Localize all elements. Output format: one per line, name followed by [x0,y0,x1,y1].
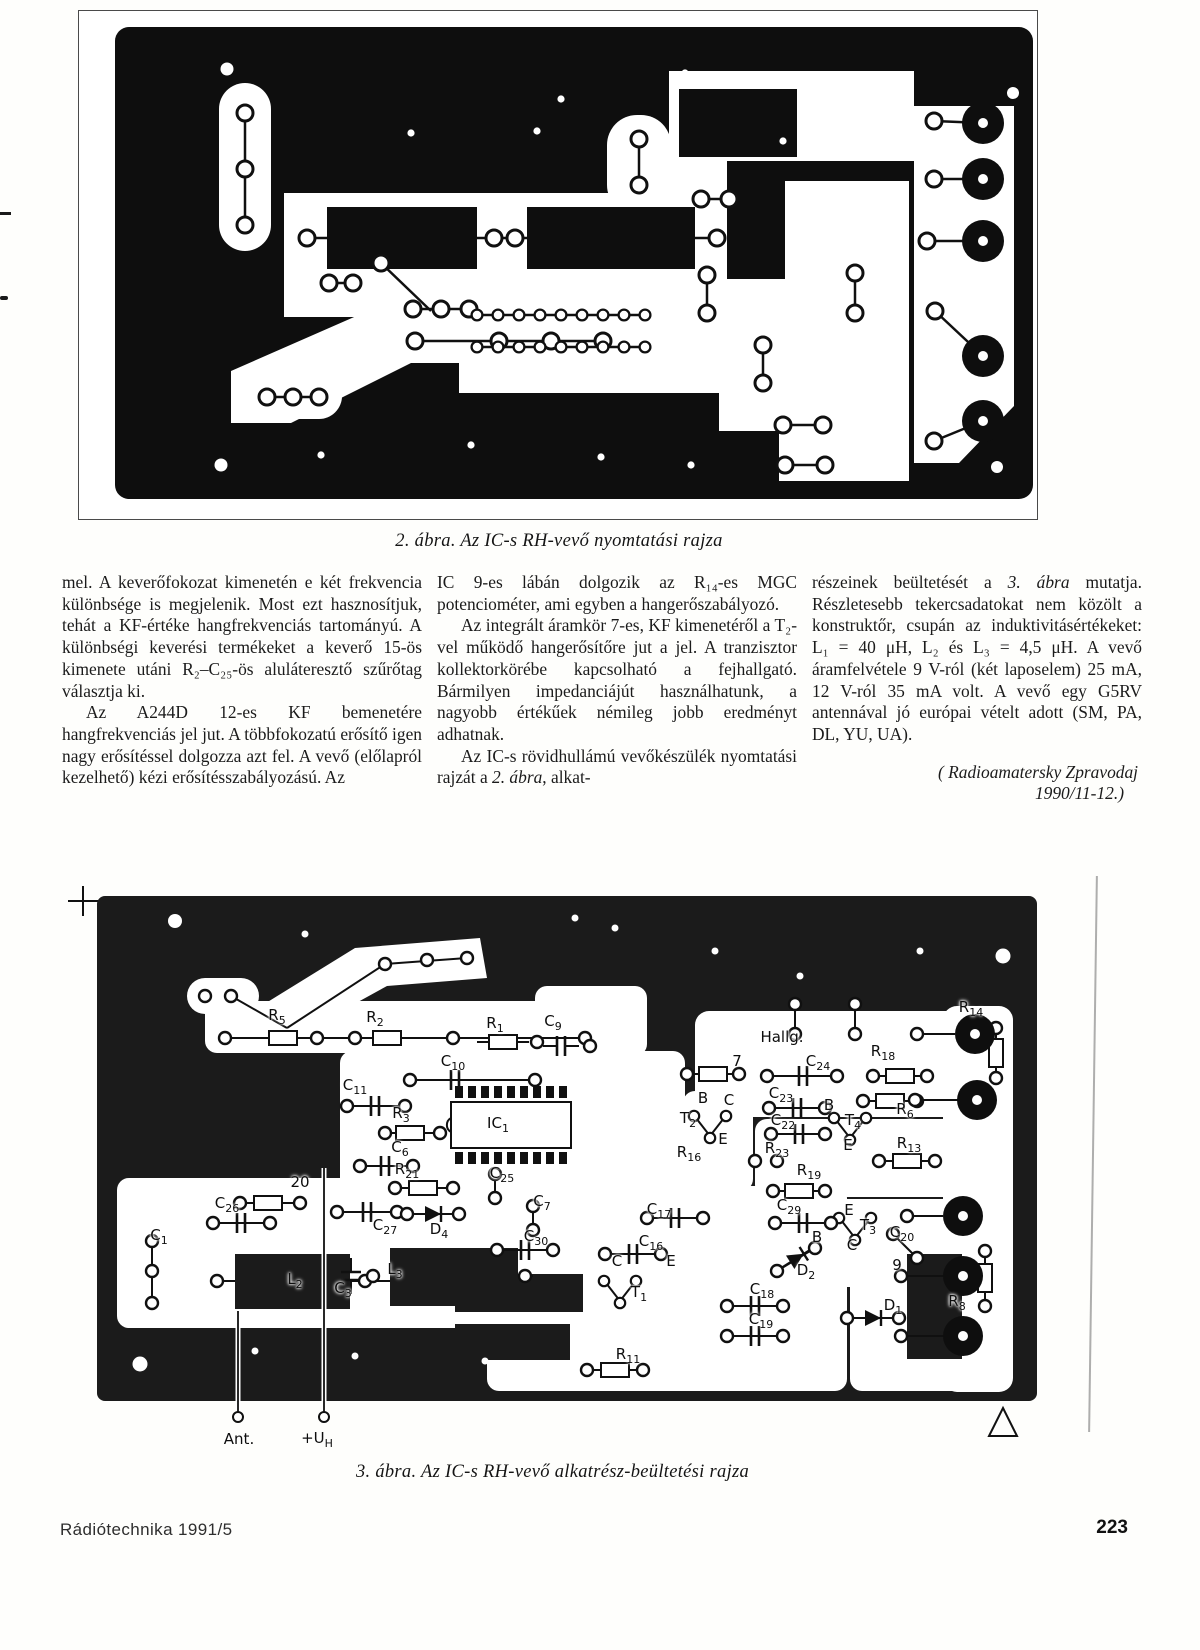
scan-mark [0,212,11,215]
component-label: B [697,1088,709,1107]
component-label: $R_{23}$ [764,1138,790,1160]
page-number: 223 [1096,1517,1128,1538]
component-label: $R_3$ [392,1103,410,1125]
figure2-caption: 2. ábra. Az IC-s RH-vevő nyomtatási rajza [395,531,723,551]
component-label: $D_2$ [796,1260,816,1282]
component-label: $C_{24}$ [805,1051,831,1073]
component-label: $R_{16}$ [676,1142,702,1164]
component-label: $R_6$ [896,1099,914,1121]
figure-reference: 2. ábra [492,767,543,788]
article-body [62,572,1142,805]
citation-line: 1990/11-12.) [1034,783,1124,804]
paragraph: Az integrált áramkör 7-es, KF kimenetéről a T₂-vel működő hangerősítőre jut a jel. A tranzisztor kollektorkörébe kapcsolható a fejhallgató. Bármilyen impedanciájút használhatunk, a nagyobb értékűek némileg jobb eredményt adhatnak. [437,615,797,744]
paragraph-text: Az IC-s rövidhullámú vevőkészülék nyomtatási rajzát a [437,745,797,788]
component-label: $C_7$ [533,1191,551,1213]
component-label: $R_{14}$ [958,997,984,1019]
component-label: C [723,1090,735,1109]
component-label: $R_8$ [948,1291,966,1313]
component-label: $R_{11}$ [615,1344,641,1366]
paragraph: mel. A keverőfokozat kimenetén e két frekvencia különbsége is megjelenik. Most ezt hasznosítjuk, tehát a KF-értéke hangfrekvenciás tartományú. A különbségi keverési termékeket a keverő 15-ös kimenete utáni R₂–C₂₅-ös aluláteresztő szűrőtag választja ki. [62,572,422,701]
component-label: $R_2$ [366,1007,384,1029]
component-label: Ant. [223,1429,255,1448]
pcb-trace-drawing [79,11,1036,518]
component-label: $C_{23}$ [768,1083,794,1105]
paragraph-text: , alkat- [542,767,591,788]
component-label: $T_3$ [859,1215,877,1237]
component-label: B [823,1095,835,1114]
component-label: $R_{13}$ [896,1133,922,1155]
article-column-1 [62,572,422,805]
component-label: $C_1$ [150,1225,168,1247]
component-label: E [844,1200,854,1219]
component-label: $C_6$ [391,1137,409,1159]
component-label: B [811,1227,823,1246]
component-label: $R_{18}$ [870,1041,896,1063]
component-label: E [843,1135,853,1154]
component-label: $C_{10}$ [440,1051,466,1073]
article-column-3 [812,572,1142,805]
component-label: $C_{16}$ [638,1231,664,1253]
scan-mark [0,296,8,300]
component-label: 9 [892,1255,902,1274]
component-label: $D_1$ [883,1295,903,1317]
figure3-labels [55,856,1140,1456]
component-label: E [718,1129,728,1148]
component-label: $R_{21}$ [394,1159,420,1181]
component-label: $R_5$ [268,1005,286,1027]
component-label: Hallg. [760,1027,804,1046]
component-label: $T_4$ [844,1110,862,1132]
component-label: $C_{30}$ [523,1226,549,1248]
component-label: $C_{27}$ [372,1215,398,1237]
figure3-component-layout [55,856,1140,1456]
article-column-2 [437,572,797,805]
component-label: $C_{20}$ [889,1222,915,1244]
component-label: C [611,1251,623,1270]
component-label: C [846,1235,858,1254]
component-label: $C_{19}$ [748,1309,774,1331]
journal-footer: Rádiótechnika 1991/5 [60,1520,233,1539]
paragraph: IC 9-es lábán dolgozik az R₁₄-es MGC potenciométer, ami egyben a hangerőszabályozó. [437,572,797,614]
paragraph: Az A244D 12-es KF bemenetére hangfrekvenciás jel jut. A többfokozatú erősítő igen nagy erősítéssel dolgozza azt fel. A vevő (előlapról kezelhető) kézi erősítésszabályozású. Az [62,702,422,788]
figure-reference: 3. ábra [1007,572,1070,592]
paragraph-text: részeinek beültetését a [812,572,1008,592]
component-label: $+U_H$ [301,1428,333,1450]
paragraph-text: mutatja. Részletesebb tekercsadatokat nem közölt a konstruktőr, csupán az induktivitásértékeket: L₁ = 40 μH, L₂ és L₃ = 4,5 μH. A vevő áramfelvétele 9 V-ról (két laposelem) 25 mA, 12 V-ról 35 mA volt. A vevő egy G5RV antennával jó európai vételt adott (SM, PA, DL, YU, UA). [812,572,1143,744]
component-label: $C_{26}$ [214,1193,240,1215]
component-label: 20 [290,1172,310,1191]
component-label: $C_{17}$ [646,1199,672,1221]
component-label: $C_{25}$ [489,1163,515,1185]
component-label: $R_{19}$ [796,1160,822,1182]
component-label: $C_{29}$ [776,1195,802,1217]
paragraph [437,746,797,789]
component-label: $C_{18}$ [749,1279,775,1301]
component-label: $T_2$ [679,1108,697,1130]
component-label: $IC_1$ [487,1113,509,1135]
figure3-caption: 3. ábra. Az IC-s RH-vevő alkatrész-beültetési rajza [355,1462,750,1482]
component-label: E [666,1251,676,1270]
component-label: $C_9$ [544,1011,562,1033]
component-label: $C_{11}$ [342,1075,368,1097]
paragraph [812,572,1142,746]
source-citation [812,762,1142,805]
component-label: $C_{22}$ [770,1110,796,1132]
figure2-pcb-artwork [78,10,1038,520]
component-label: $C_3$ [334,1278,352,1300]
citation-line: ( Radioamatersky Zpravodaj [938,761,1138,782]
component-label: $D_4$ [429,1219,449,1241]
component-label: $R_1$ [486,1013,504,1035]
component-label: $L_3$ [387,1259,403,1281]
component-label: $T_1$ [630,1282,648,1304]
component-label: 7 [732,1051,742,1070]
component-label: $L_2$ [287,1269,303,1291]
